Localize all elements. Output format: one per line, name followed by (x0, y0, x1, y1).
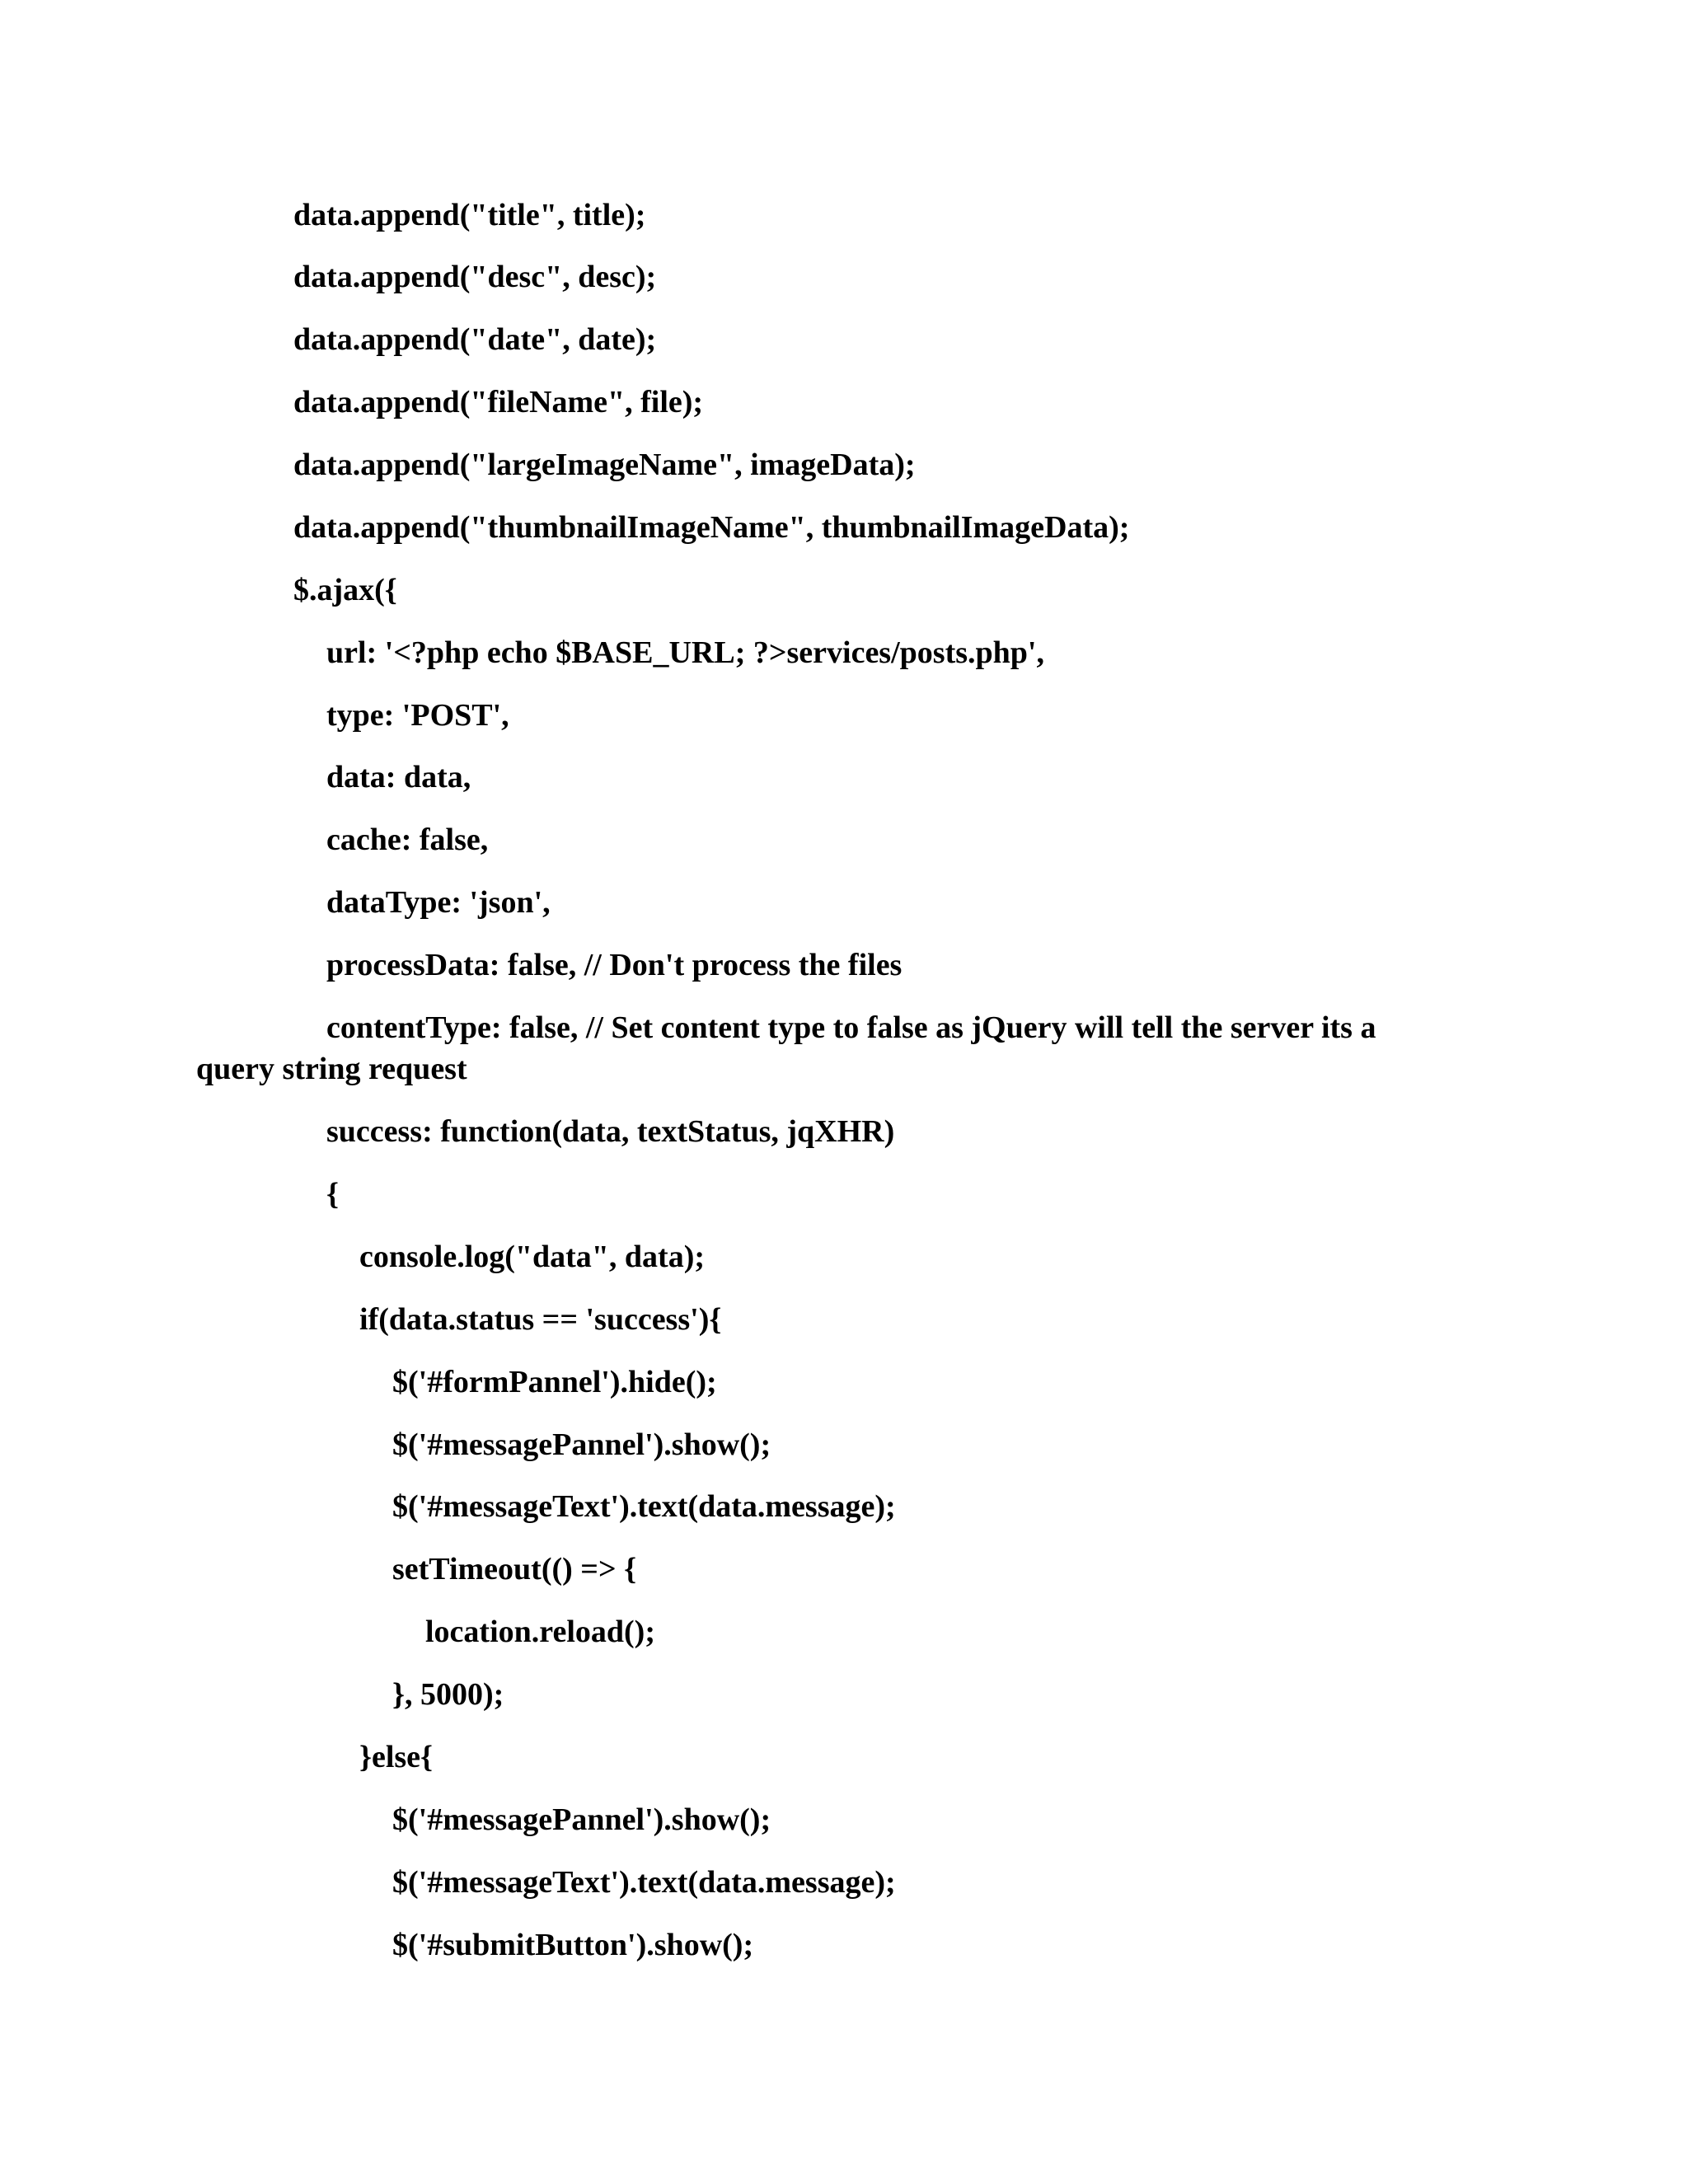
code-line: }else{ (359, 1740, 434, 1774)
code-line: }, 5000); (392, 1677, 504, 1712)
code-line: setTimeout(() => { (392, 1552, 637, 1586)
code-line: data.append("thumbnailImageName", thumbnailImageData); (293, 510, 1130, 545)
code-line: $('#messagePannel').show(); (392, 1427, 771, 1462)
code-line: data: data, (326, 760, 471, 794)
code-line: location.reload(); (425, 1615, 655, 1649)
code-line: type: 'POST', (326, 698, 509, 733)
code-line: cache: false, (326, 823, 489, 857)
code-line: $('#messageText').text(data.message); (392, 1489, 896, 1524)
code-line: success: function(data, textStatus, jqXHR) (326, 1114, 895, 1149)
code-line: dataType: 'json', (326, 885, 551, 920)
code-line-continuation: query string request (196, 1052, 467, 1086)
code-line: url: '<?php echo $BASE_URL; ?>services/posts.php', (326, 635, 1044, 670)
code-line: data.append("largeImageName", imageData); (293, 448, 916, 482)
code-line: data.append("desc", desc); (293, 260, 657, 294)
code-line: $('#messageText').text(data.message); (392, 1865, 896, 1900)
code-line: data.append("title", title); (293, 198, 646, 232)
code-line: $('#messagePannel').show(); (392, 1802, 771, 1837)
code-line: $.ajax({ (293, 573, 397, 607)
code-line: $('#formPannel').hide(); (392, 1365, 717, 1399)
code-line: $('#submitButton').show(); (392, 1928, 754, 1962)
code-line: data.append("date", date); (293, 322, 657, 357)
code-line: data.append("fileName", file); (293, 385, 704, 419)
code-line: if(data.status == 'success'){ (359, 1302, 722, 1337)
code-line: { (326, 1177, 339, 1212)
code-line: contentType: false, // Set content type to false as jQuery will tell the server its a (326, 1010, 1376, 1045)
code-line: processData: false, // Don't process the files (326, 948, 903, 982)
code-line: console.log("data", data); (359, 1240, 706, 1274)
